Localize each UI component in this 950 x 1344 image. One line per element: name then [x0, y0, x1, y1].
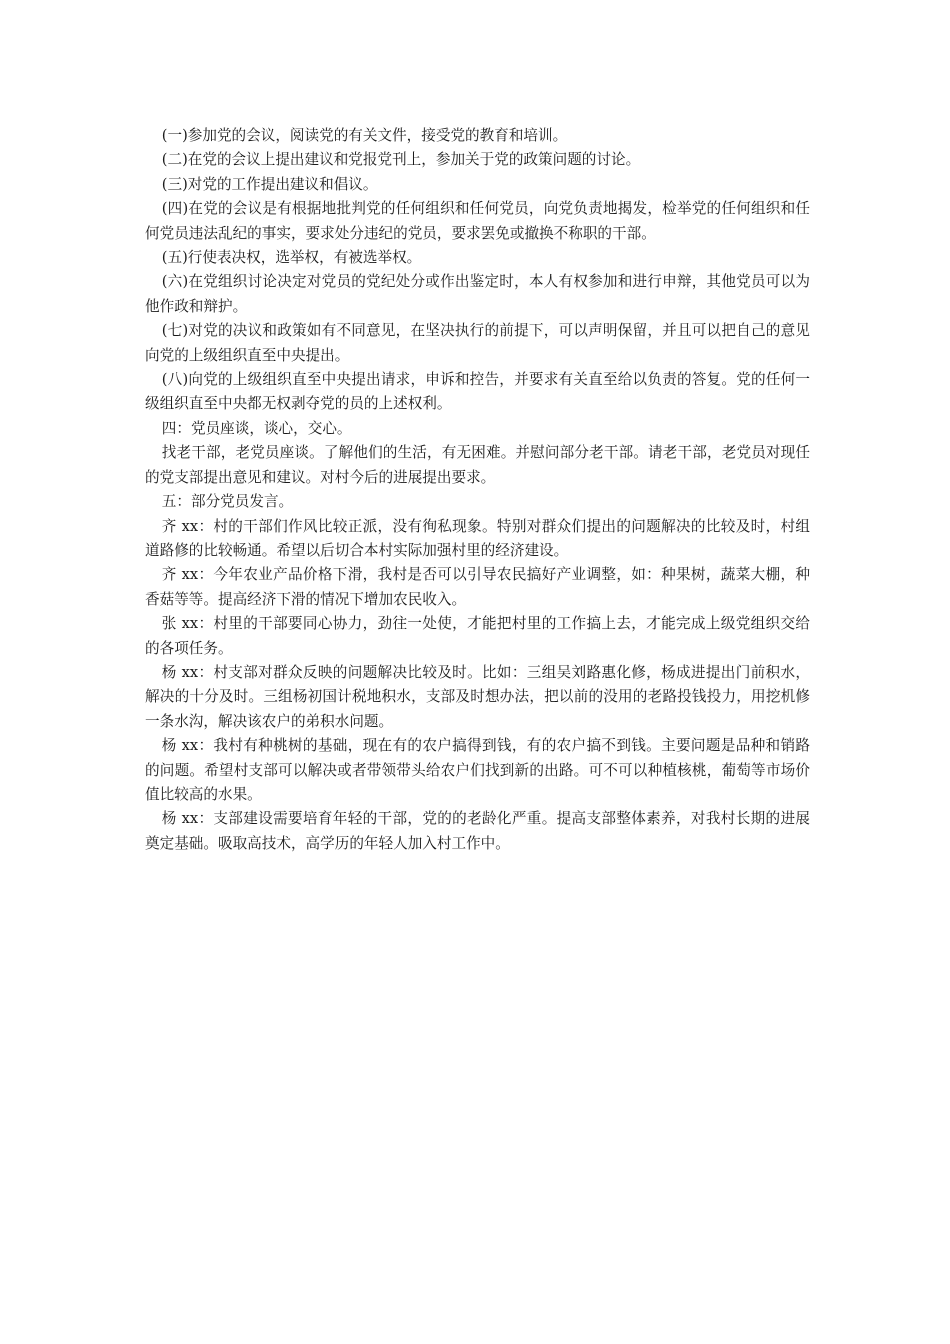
speech-qi-1: 齐 xx：村的干部们作风比较正派，没有徇私现象。特别对群众们提出的问题解决的比较及时，村组道路修的比较畅通。希望以后切合本村实际加强村里的经济建设。: [145, 517, 810, 559]
paragraph-right-7: (七)对党的决议和政策如有不同意见，在坚决执行的前提下，可以声明保留，并且可以把自己的意见向党的上级组织直至中央提出。: [145, 322, 810, 364]
paragraph-right-5: (五)行使表决权，选举权，有被选举权。: [161, 249, 422, 267]
paragraph-right-6: (六)在党组织讨论决定对党员的党纪处分或作出鉴定时，本人有权参加和进行申辩，其他党员可以为他作政和辩护。: [145, 273, 810, 315]
speech-yang-1: 杨 xx：村支部对群众反映的问题解决比较及时。比如：三组吴刘路惠化修，杨成进提出门前积水，解决的十分及时。三组杨初国计税地积水，支部及时想办法，把以前的没用的老路投钱投力，用挖机修一条水沟，解决该农户的弟积水问题。: [145, 663, 810, 730]
paragraph-right-2: (二)在党的会议上提出建议和党报党刊上，参加关于党的政策问题的讨论。: [161, 151, 641, 169]
section-heading-4: 四：党员座谈，谈心，交心。: [161, 419, 352, 437]
paragraph-right-3: (三)对党的工作提出建议和倡议。: [161, 175, 378, 193]
document-body: [145, 124, 810, 856]
speech-yang-2: 杨 xx：我村有种桃树的基础，现在有的农户搞得到钱，有的农户搞不到钱。主要问题是品种和销路的问题。希望村支部可以解决或者带领带头给农户们找到新的出路。可不可以种植核桃，葡萄等市场价值比较高的水果。: [145, 737, 810, 803]
paragraph-right-8: (八)向党的上级组织直至中央提出请求，申诉和控告，并要求有关直至给以负责的答复。党的任何一级组织直至中央都无权剥夺党的员的上述权利。: [145, 371, 810, 413]
speech-yang-3: 杨 xx：支部建设需要培育年轻的干部，党的的老龄化严重。提高支部整体素养，对我村长期的进展奠定基础。吸取高技术，高学历的年轻人加入村工作中。: [145, 810, 810, 852]
speech-qi-2: 齐 xx：今年农业产品价格下滑，我村是否可以引导农民搞好产业调整，如：种果树，蔬菜大棚，种香菇等等。提高经济下滑的情况下增加农民收入。: [145, 566, 810, 608]
section-heading-5: 五：部分党员发言。: [161, 493, 294, 511]
paragraph-veterans-talk: 找老干部，老党员座谈。了解他们的生活，有无困难。并慰问部分老干部。请老干部，老党员对现任的党支部提出意见和建议。对村今后的进展提出要求。: [145, 444, 810, 486]
speech-zhang: 张 xx：村里的干部要同心协力，劲往一处使，才能把村里的工作搞上去，才能完成上级党组织交给的各项任务。: [145, 615, 810, 657]
paragraph-right-4: (四)在党的会议是有根据地批判党的任何组织和任何党员，向党负责地揭发，检举党的任何组织和任何党员违法乱纪的事实，要求处分违纪的党员，要求罢免或撤换不称职的干部。: [145, 200, 810, 242]
paragraph-right-1: (一)参加党的会议，阅读党的有关文件，接受党的教育和培训。: [161, 127, 568, 144]
